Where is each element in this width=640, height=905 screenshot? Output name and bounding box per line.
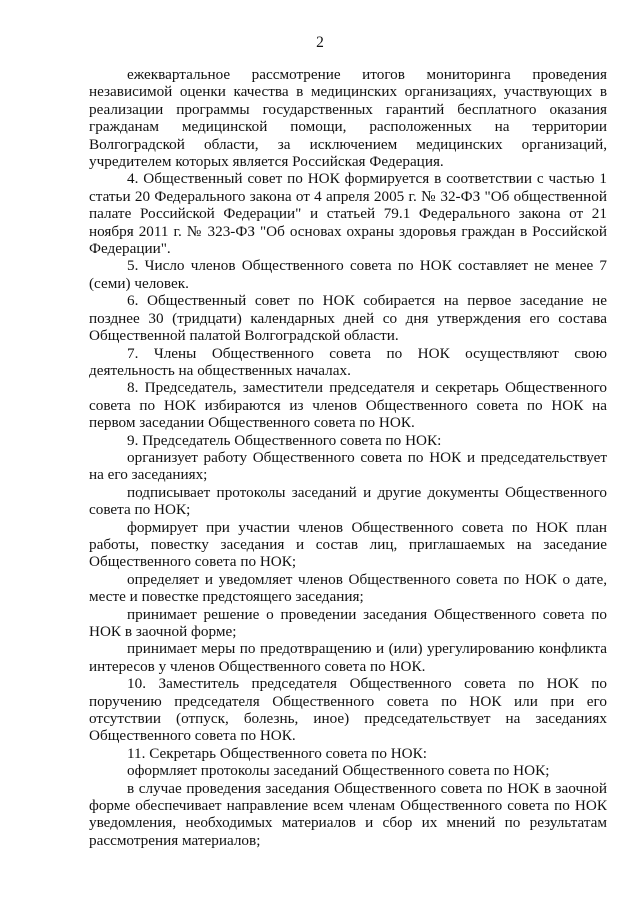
paragraph: 11. Секретарь Общественного совета по НОК: xyxy=(127,744,427,762)
paragraph: организует работу Общественного совета по НОК и председательствует на его заседаниях; xyxy=(89,448,607,484)
page-number: 2 xyxy=(316,34,324,51)
paragraph: принимает меры по предотвращению и (или) урегулированию конфликта интересов у членов Общественного совета по НОК. xyxy=(89,640,607,675)
paragraph: 7. Члены Общественного совета по НОК осуществляют свою деятельность на общественных началах. xyxy=(89,344,607,379)
document-body xyxy=(89,66,607,849)
paragraph: подписывает протоколы заседаний и другие документы Общественного совета по НОК; xyxy=(89,483,607,519)
paragraph: 4. Общественный совет по НОК формируется в соответствии с частью 1 статьи 20 Федерального закона от 4 апреля 2005 г. № 32-ФЗ "Об общественной палате Российской Федерации" и статьей 79.1 Федерального закона от 21 ноября 2011 г. № 323-ФЗ "Об основах охраны здоровья граждан в Российской Федерации". xyxy=(89,170,607,258)
paragraph: 9. Председатель Общественного совета по НОК: xyxy=(127,431,442,449)
paragraph: 6. Общественный совет по НОК собирается на первое заседание не позднее 30 (тридцати) календарных дней со дня утверждения его состава Общественной палатой Волгоградской области. xyxy=(89,292,607,345)
paragraph: формирует при участии членов Общественного совета по НОК план работы, повестку заседания и состав лиц, приглашаемых на заседание Общественного совета по НОК; xyxy=(89,518,607,571)
paragraph: 5. Число членов Общественного совета по НОК составляет не менее 7 (семи) человек. xyxy=(89,257,607,292)
paragraph: в случае проведения заседания Общественного совета по НОК в заочной форме обеспечивает направление всем членам Общественного совета по НОК уведомления, необходимых материалов и сбор их мнений по результатам рассмотрения материалов; xyxy=(89,779,607,849)
paragraph: оформляет протоколы заседаний Общественного совета по НОК; xyxy=(127,762,550,780)
paragraph: ежеквартальное рассмотрение итогов мониторинга проведения независимой оценки качества в медицинских организациях, участвующих в реализации программы государственных гарантий бесплатного оказания гражданам медицинской помощи, расположенных на территории Волгоградской области, за исключением медицинских организаций, учредителем которых является Российская Федерация. xyxy=(89,66,607,171)
paragraph: 8. Председатель, заместители председателя и секретарь Общественного совета по НОК избираются из членов Общественного совета по НОК на первом заседании Общественного совета по НОК. xyxy=(89,379,607,432)
paragraph: принимает решение о проведении заседания Общественного совета по НОК в заочной форме; xyxy=(89,605,607,640)
paragraph: определяет и уведомляет членов Общественного совета по НОК о дате, месте и повестке предстоящего заседания; xyxy=(89,570,607,606)
paragraph: 10. Заместитель председателя Общественного совета по НОК по поручению председателя Общественного совета по НОК или при его отсутствии (отпуск, болезнь, иное) председательствует на заседаниях Общественного совета по НОК. xyxy=(89,675,607,745)
